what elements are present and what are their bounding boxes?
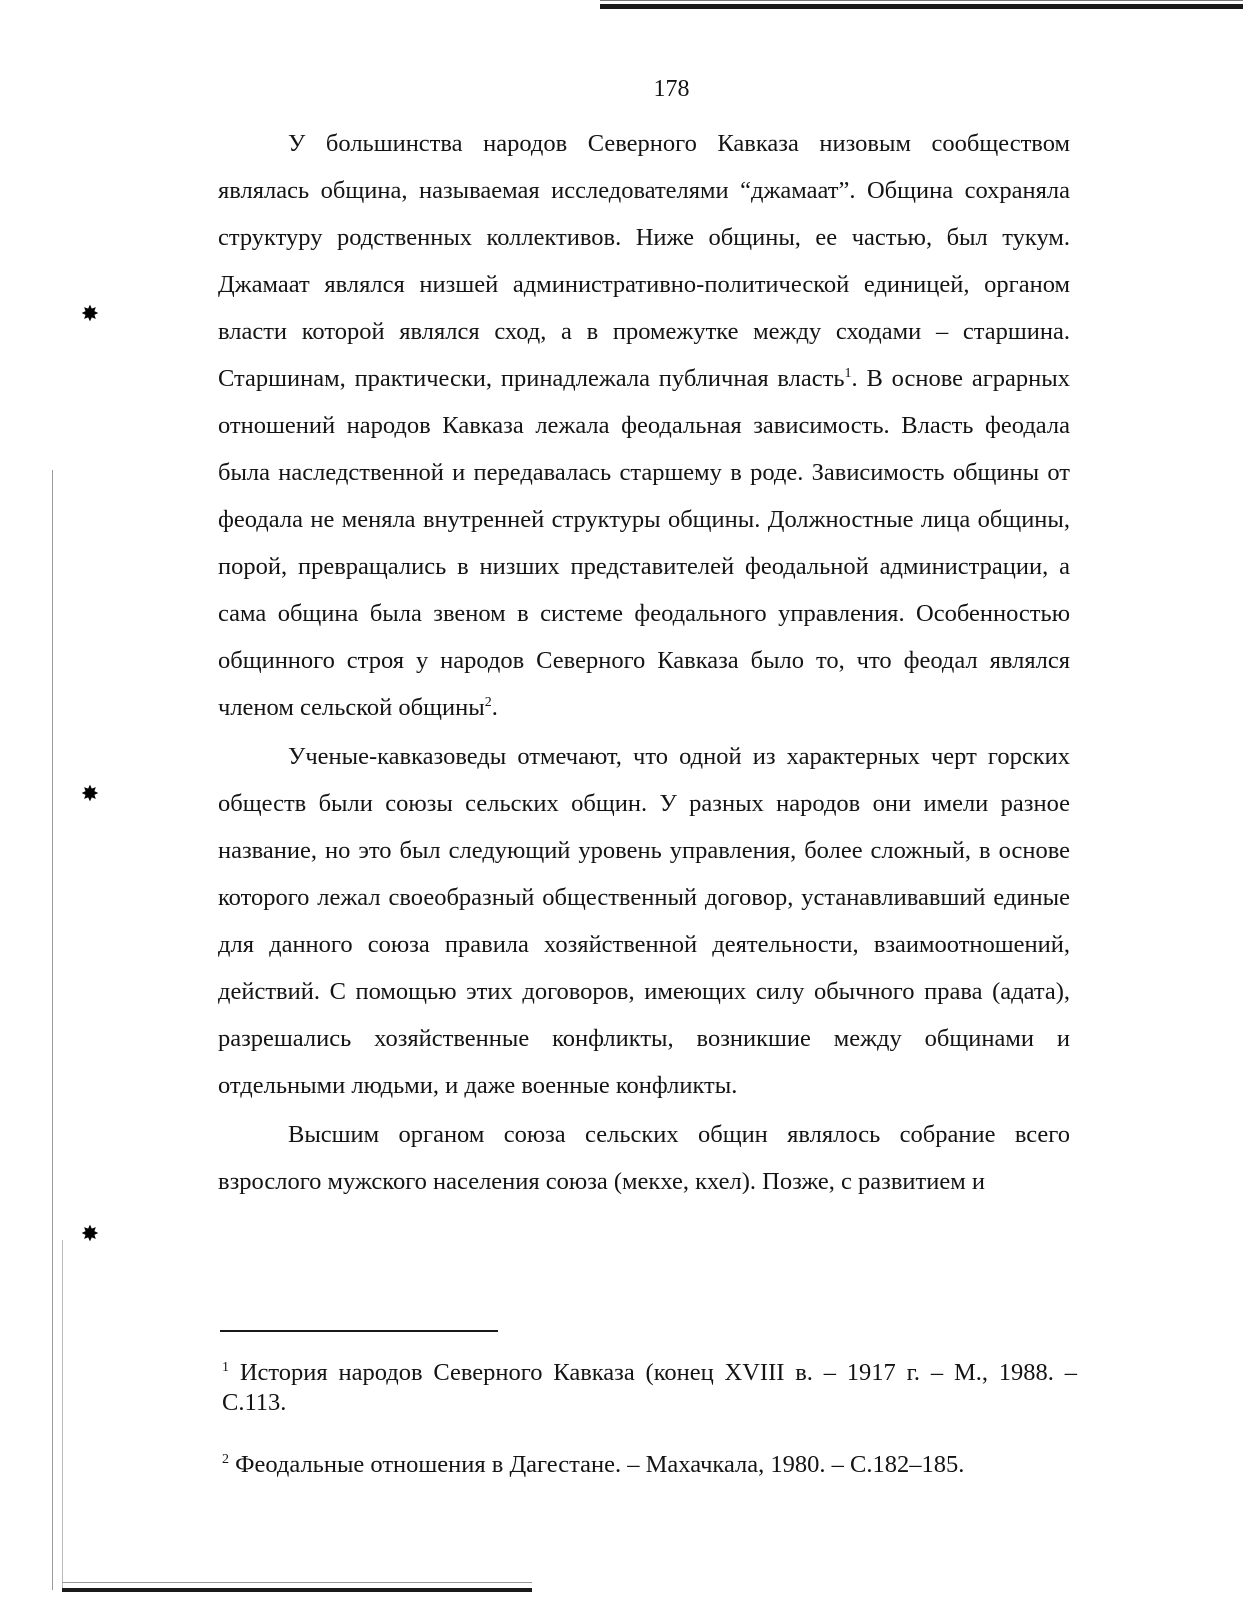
bottom-edge-scan-line [62, 1588, 532, 1592]
paragraph-text: . [491, 694, 498, 721]
bottom-edge-thin-line [62, 1582, 532, 1583]
footnote-text: История народов Северного Кавказа (конец XVIII в. – 1917 г. – М., 1988. – С.113. [222, 1359, 1077, 1416]
paragraph-text: У большинства народов Северного Кавказа низовым сообществом являлась община, называемая исследователями “джамаат”. Община сохраняла структуру родственных коллективов. Ниже общины, ее частью, был тукум. Джамаат являлся низшей административно-политической единицей, органом власти которой являлся сход, а в промежутке между сходами – старшина. Старшинам, практически, принадлежала публичная власть [218, 130, 1070, 392]
footnote-marker: 1 [222, 1359, 229, 1375]
footnote-marker: 2 [222, 1451, 229, 1467]
paragraph [218, 120, 1070, 731]
paragraph: Ученые-кавказоведы отмечают, что одной из характерных черт горских обществ были союзы сельских общин. У разных народов они имели разное название, но это был следующий уровень управления, более сложный, в основе которого лежал своеобразный общественный договор, устанавливавший единые для данного союза правила хозяйственной деятельности, взаимоотношений, действий. С помощью этих договоров, имеющих силу обычного права (адата), разрешались хозяйственные конфликты, возникшие между общинами и отдельными людьми, и даже военные конфликты. [218, 743, 1070, 1099]
footnote [222, 1358, 1077, 1418]
body-text [218, 120, 1070, 1205]
page-number: 178 [653, 76, 690, 102]
paragraph: Высшим органом союза сельских общин являлось собрание всего взрослого мужского населения союза (мекхе, кхел). Позже, с развитием и [218, 1121, 1070, 1195]
binding-hole-mark-icon: ✸ [80, 782, 100, 807]
top-edge-scan-line [600, 4, 1243, 9]
footnote-separator [220, 1330, 498, 1332]
binding-hole-mark-icon: ✸ [80, 302, 100, 327]
footnote-ref[interactable]: 2 [484, 694, 492, 710]
binding-hole-mark-icon: ✸ [80, 1222, 100, 1247]
left-edge-scan-line [52, 470, 53, 1590]
footnote [222, 1450, 1077, 1480]
left-edge-scan-line-inner [62, 1240, 63, 1590]
footnote-text: Феодальные отношения в Дагестане. – Махачкала, 1980. – С.182–185. [229, 1451, 965, 1478]
paragraph-text: . В основе аграрных отношений народов Кавказа лежала феодальная зависимость. Власть феодала была наследственной и передавалась старшему в роде. Зависимость общины от феодала не меняла внутренней структуры общины. Должностные лица общины, порой, превращались в низших представителей феодальной администрации, а сама община была звеном в системе феодального управления. Особенностью общинного строя у народов Северного Кавказа было то, что феодал являлся членом сельской общины [218, 365, 1070, 721]
top-edge-thin-line [600, 0, 1243, 1]
footnote-ref[interactable]: 1 [844, 365, 852, 381]
